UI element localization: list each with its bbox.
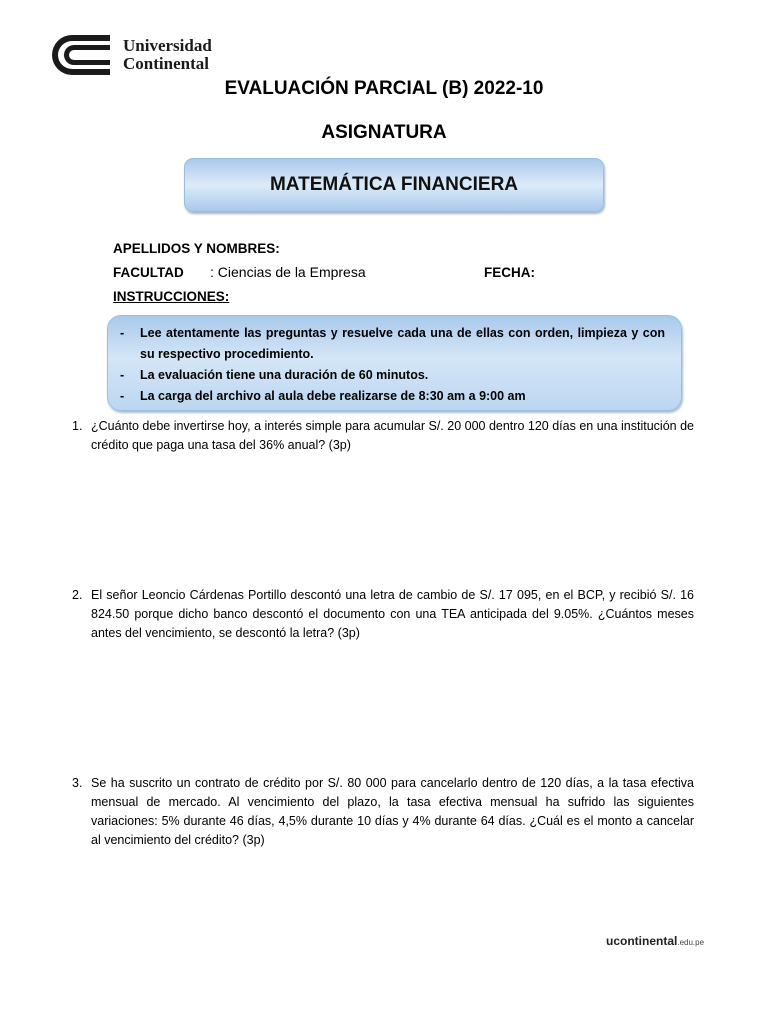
faculty-label: FACULTAD bbox=[113, 265, 184, 280]
question-2 bbox=[72, 586, 694, 643]
exam-title: EVALUACIÓN PARCIAL (B) 2022-10 bbox=[224, 78, 544, 99]
date-label: FECHA: bbox=[484, 265, 535, 280]
instruction-text: Lee atentamente las preguntas y resuelve cada una de ellas con orden, limpieza y con su respectivo procedimiento. bbox=[140, 326, 665, 361]
question-number: 2. bbox=[72, 588, 83, 602]
instructions-box bbox=[107, 315, 682, 411]
question-1 bbox=[72, 417, 694, 455]
subject-banner bbox=[184, 158, 604, 212]
institution-name bbox=[123, 37, 212, 73]
institution-name-line1: Universidad bbox=[123, 36, 212, 55]
faculty-value: : Ciencias de la Empresa bbox=[210, 264, 366, 280]
instructions-label: INSTRUCCIONES: bbox=[113, 289, 230, 304]
instruction-text: La carga del archivo al aula debe realizarse de 8:30 am a 9:00 am bbox=[140, 389, 526, 403]
question-text: ¿Cuánto debe invertirse hoy, a interés simple para acumular S/. 20 000 dentro 120 días en una institución de crédito que paga una tasa del 36% anual? (3p) bbox=[91, 419, 694, 452]
footer-brand bbox=[606, 934, 704, 948]
subject-heading: ASIGNATURA bbox=[321, 122, 447, 143]
instruction-item bbox=[120, 365, 665, 386]
question-number: 1. bbox=[72, 419, 83, 433]
instruction-text: La evaluación tiene una duración de 60 minutos. bbox=[140, 368, 429, 382]
question-3 bbox=[72, 774, 694, 850]
question-text: Se ha suscrito un contrato de crédito por S/. 80 000 para cancelarlo dentro de 120 días, a la tasa efectiva mensual de mercado. Al vencimiento del plazo, la tasa efectiva mensual ha sufrido las siguientes variaciones: 5% durante 46 días, 4,5% durante 10 días y 4% durante 64 días. ¿Cuál es el monto a cancelar al vencimiento del crédito? (3p) bbox=[91, 776, 694, 847]
subject-name: MATEMÁTICA FINANCIERA bbox=[269, 174, 519, 195]
continental-logo-icon bbox=[50, 33, 112, 77]
instruction-item bbox=[120, 386, 665, 407]
footer-brand-name: ucontinental bbox=[606, 934, 678, 948]
university-logo bbox=[50, 33, 230, 79]
question-text: El señor Leoncio Cárdenas Portillo descontó una letra de cambio de S/. 17 095, en el BCP, y recibió S/. 16 824.50 porque dicho banco descontó el documento con una TEA anticipada del 9.05%. ¿Cuántos meses antes del vencimiento, se descontó la letra? (3p) bbox=[91, 588, 694, 640]
names-label: APELLIDOS Y NOMBRES: bbox=[113, 241, 280, 256]
instructions-list bbox=[108, 316, 681, 407]
institution-name-line2: Continental bbox=[123, 54, 209, 73]
footer-brand-suffix: .edu.pe bbox=[677, 938, 705, 947]
question-number: 3. bbox=[72, 776, 83, 790]
bullet-dash: - bbox=[120, 389, 125, 403]
instruction-item bbox=[120, 323, 665, 365]
bullet-dash: - bbox=[120, 326, 125, 340]
bullet-dash: - bbox=[120, 368, 125, 382]
